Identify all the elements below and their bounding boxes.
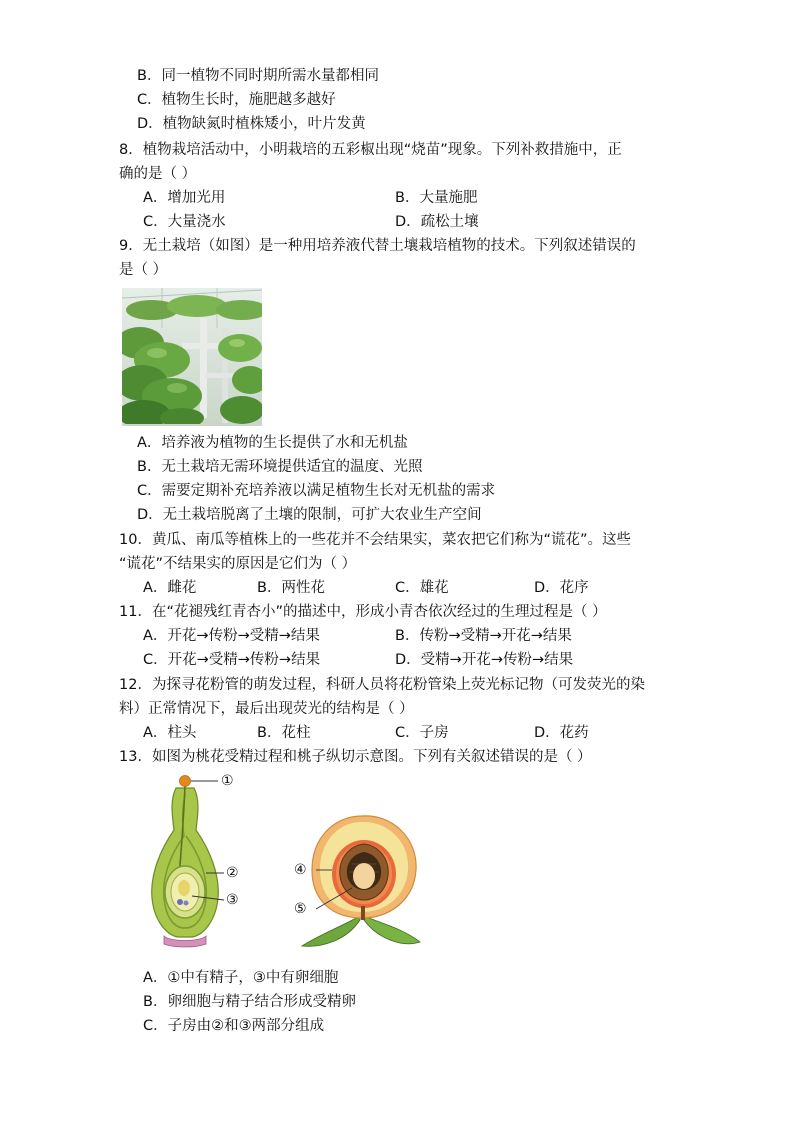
q13-stem: 13．如图为桃花受精过程和桃子纵切示意图。下列有关叙述错误的是（ ） bbox=[119, 749, 592, 765]
q8-option-c: C．大量浇水 bbox=[143, 214, 226, 230]
q12-option-a: A．柱头 bbox=[143, 725, 197, 741]
q9-stem-line2: 是（ ） bbox=[119, 262, 168, 278]
q12-stem-line2: 料）正常情况下，最后出现荧光的结构是（ ） bbox=[119, 701, 414, 717]
q7-option-b: B．同一植物不同时期所需水量都相同 bbox=[137, 68, 379, 84]
label-5: ⑤ bbox=[294, 901, 307, 917]
q12-option-d: D．花药 bbox=[534, 725, 589, 741]
q10-option-b: B．两性花 bbox=[257, 580, 325, 596]
q10-option-d: D．花序 bbox=[534, 580, 589, 596]
peach-section-diagram bbox=[292, 808, 427, 953]
q9-option-a: A．培养液为植物的生长提供了水和无机盐 bbox=[137, 435, 408, 451]
q10-option-c: C．雄花 bbox=[395, 580, 449, 596]
q8-stem-line1: 8．植物栽培活动中，小明栽培的五彩椒出现“烧苗”现象。下列补救措施中，正 bbox=[119, 142, 622, 158]
q12-stem-line1: 12．为探寻花粉管的萌发过程，科研人员将花粉管染上荧光标记物（可发荧光的染 bbox=[119, 677, 645, 693]
q11-stem: 11．在“花褪残红青杏小”的描述中，形成小青杏依次经过的生理过程是（ ） bbox=[119, 604, 607, 620]
q11-option-b: B．传粉→受精→开花→结果 bbox=[395, 628, 572, 644]
q9-option-b: B．无土栽培无需环境提供适宜的温度、光照 bbox=[137, 459, 423, 475]
q9-option-c: C．需要定期补充培养液以满足植物生长对无机盐的需求 bbox=[137, 483, 496, 499]
pistil-diagram bbox=[140, 770, 250, 950]
q12-option-c: C．子房 bbox=[395, 725, 449, 741]
q11-option-d: D．受精→开花→传粉→结果 bbox=[395, 652, 574, 668]
label-1: ① bbox=[221, 773, 234, 789]
label-2: ② bbox=[226, 865, 239, 881]
q10-stem-line2: “谎花”不结果实的原因是它们为（ ） bbox=[119, 556, 357, 572]
q8-stem-line2: 确的是（ ） bbox=[119, 166, 197, 182]
q9-stem-line1: 9．无土栽培（如图）是一种用培养液代替土壤栽培植物的技术。下列叙述错误的 bbox=[119, 238, 636, 254]
q13-option-a: A．①中有精子，③中有卵细胞 bbox=[143, 970, 339, 986]
q8-option-d: D．疏松土壤 bbox=[395, 214, 479, 230]
q13-option-b: B．卵细胞与精子结合形成受精卵 bbox=[143, 994, 356, 1010]
q8-option-a: A．增加光用 bbox=[143, 190, 226, 206]
q9-option-d: D．无土栽培脱离了土壤的限制，可扩大农业生产空间 bbox=[137, 507, 482, 523]
q11-option-a: A．开花→传粉→受精→结果 bbox=[143, 628, 320, 644]
label-3: ③ bbox=[226, 892, 239, 908]
q12-option-b: B．花柱 bbox=[257, 725, 311, 741]
q10-stem-line1: 10．黄瓜、南瓜等植株上的一些花并不会结果实，菜农把它们称为“谎花”。这些 bbox=[119, 532, 631, 548]
q7-option-c: C．植物生长时，施肥越多越好 bbox=[137, 92, 336, 108]
q10-option-a: A．雌花 bbox=[143, 580, 197, 596]
label-4: ④ bbox=[294, 862, 307, 878]
q11-option-c: C．开花→受精→传粉→结果 bbox=[143, 652, 321, 668]
hydroponics-photo bbox=[122, 288, 262, 426]
q13-option-c: C．子房由②和③两部分组成 bbox=[143, 1018, 325, 1034]
q7-option-d: D．植物缺氮时植株矮小，叶片发黄 bbox=[137, 116, 366, 132]
q8-option-b: B．大量施肥 bbox=[395, 190, 478, 206]
